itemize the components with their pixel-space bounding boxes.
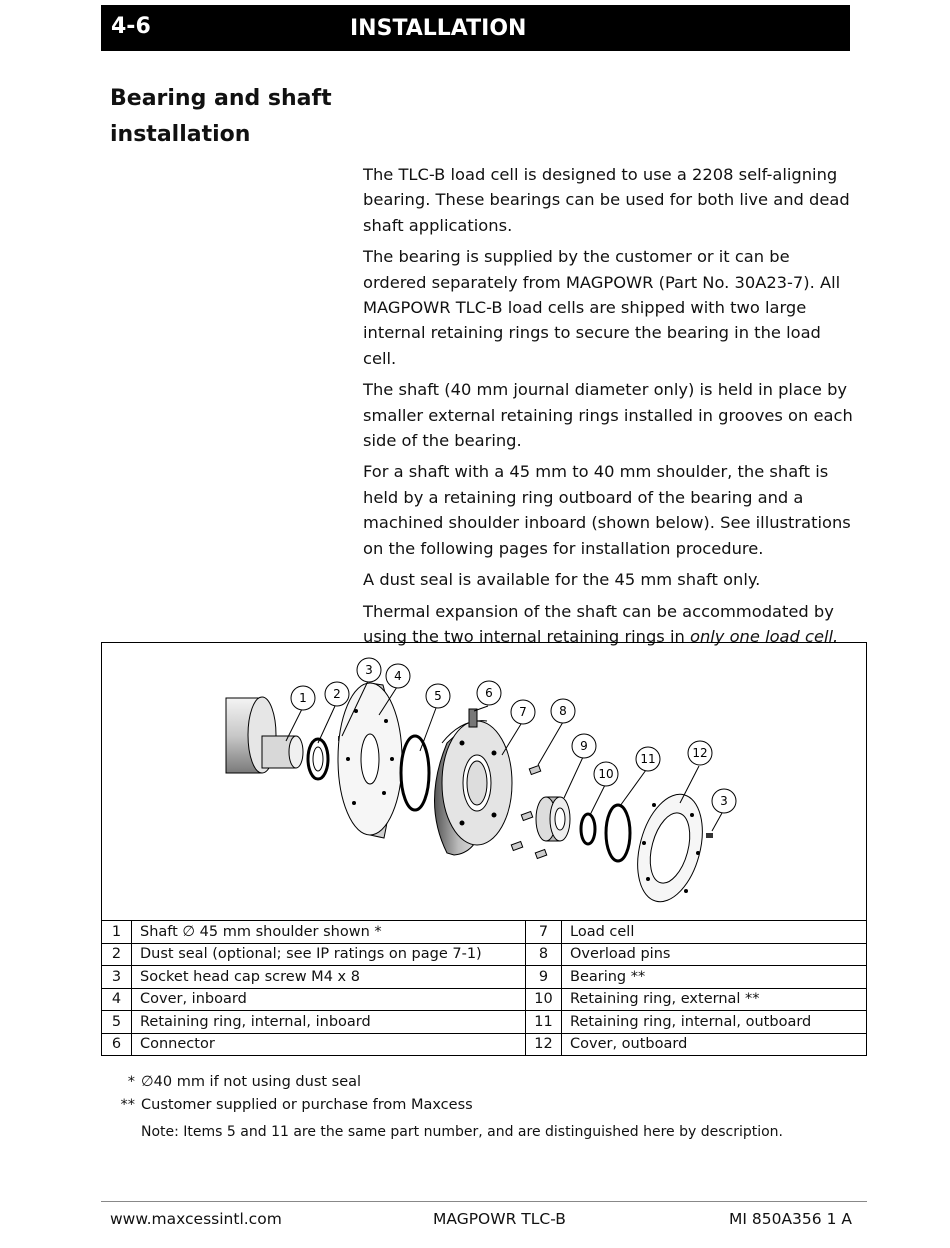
paragraph: The shaft (40 mm journal diameter only) is held in place by smaller external retaining rings installed in grooves on each side of the bearing.	[363, 380, 853, 451]
section-title: Bearing and shaft installation	[110, 86, 332, 147]
callout	[594, 762, 618, 786]
callout-label: 12	[692, 746, 708, 760]
part-description: Shaft ∅ 45 mm shoulder shown *	[132, 921, 526, 944]
part-number: 7	[526, 921, 562, 944]
callout	[636, 747, 660, 771]
callout	[712, 789, 736, 813]
part-description: Dust seal (optional; see IP ratings on page 7-1)	[132, 943, 526, 966]
retaining-ring-inboard-part	[401, 736, 429, 810]
callout-label: 10	[598, 767, 614, 781]
part-number: 8	[526, 943, 562, 966]
callout	[386, 664, 410, 688]
callout	[357, 658, 381, 682]
callout-label: 8	[559, 704, 567, 718]
inboard-cover-part	[338, 683, 402, 838]
exploded-view-drawing	[102, 643, 868, 921]
callout-label: 2	[333, 687, 341, 701]
dust-seal-part	[308, 739, 328, 779]
footnote-text: Customer supplied or purchase from Maxcess	[141, 1097, 473, 1113]
callout-label: 7	[519, 705, 527, 719]
callout	[325, 682, 349, 706]
callout	[551, 699, 575, 723]
part-number: 5	[102, 1011, 132, 1034]
table-row	[102, 966, 867, 989]
part-number: 4	[102, 988, 132, 1011]
screw-part	[706, 833, 713, 838]
footnote-mark: **	[120, 1097, 135, 1113]
part-description: Bearing **	[562, 966, 867, 989]
part-description: Load cell	[562, 921, 867, 944]
part-description: Retaining ring, internal, outboard	[562, 1011, 867, 1034]
retaining-ring-outboard-part	[606, 805, 630, 861]
callout-label: 1	[299, 691, 307, 705]
table-row	[102, 921, 867, 944]
callout-label: 5	[434, 689, 442, 703]
body-text	[363, 162, 858, 655]
part-description: Cover, outboard	[562, 1033, 867, 1056]
part-number: 10	[526, 988, 562, 1011]
part-description: Retaining ring, internal, inboard	[132, 1011, 526, 1034]
paragraph-emphasis: only one load cell.	[689, 626, 839, 646]
note: Note: Items 5 and 11 are the same part number, and are distinguished here by description.	[141, 1124, 784, 1140]
part-number: 9	[526, 966, 562, 989]
callout	[572, 734, 596, 758]
part-description: Overload pins	[562, 943, 867, 966]
part-number: 12	[526, 1033, 562, 1056]
part-description: Retaining ring, external **	[562, 988, 867, 1011]
table-row	[102, 1033, 867, 1056]
header-title: INSTALLATION	[350, 16, 527, 41]
callout	[291, 686, 315, 710]
callout-label: 3	[365, 663, 373, 677]
footer-website: www.maxcessintl.com	[110, 1210, 282, 1228]
part-description: Socket head cap screw M4 x 8	[132, 966, 526, 989]
paragraph: The bearing is supplied by the customer or it can be ordered separately from MAGPOWR (Part No. 30A23-7). All MAGPOWR TLC-B load cells are shipped with two large internal retaining rings to secure the bearing in the load cell.	[363, 247, 841, 368]
callout-label: 6	[485, 686, 493, 700]
callout-label: 4	[394, 669, 402, 683]
part-number: 3	[102, 966, 132, 989]
retaining-ring-external-part	[581, 814, 595, 844]
connector-part	[469, 709, 477, 727]
callout-label: 11	[640, 752, 656, 766]
bearing-part	[536, 797, 570, 841]
callout	[511, 700, 535, 724]
page-number: 4-6	[111, 14, 151, 39]
part-number: 1	[102, 921, 132, 944]
callout	[688, 741, 712, 765]
part-description: Cover, inboard	[132, 988, 526, 1011]
part-number: 2	[102, 943, 132, 966]
part-number: 11	[526, 1011, 562, 1034]
callout-label: 3	[720, 794, 728, 808]
parts-table	[101, 920, 867, 1056]
footer-product: MAGPOWR TLC-B	[433, 1210, 566, 1228]
table-row	[102, 988, 867, 1011]
table-row	[102, 1011, 867, 1034]
footer-doc-number: MI 850A356 1 A	[729, 1210, 852, 1228]
outboard-cover-part	[627, 787, 713, 909]
part-description: Connector	[132, 1033, 526, 1056]
shaft-part	[226, 697, 303, 773]
paragraph: A dust seal is available for the 45 mm shaft only.	[363, 570, 761, 590]
callout	[477, 681, 501, 705]
callout	[426, 684, 450, 708]
callout-label: 9	[580, 739, 588, 753]
exploded-view-figure	[101, 642, 867, 920]
load-cell-part	[435, 709, 513, 855]
paragraph: The TLC-B load cell is designed to use a 2208 self-aligning bearing. These bearings can be used for both live and dead shaft applications.	[363, 165, 850, 235]
page-header	[101, 5, 850, 51]
paragraph: For a shaft with a 45 mm to 40 mm shoulder, the shaft is held by a retaining ring outboard of the bearing and a machined shoulder inboard (shown below). See illustrations on the following pages for installation procedure.	[363, 462, 851, 558]
footnote-text: ∅40 mm if not using dust seal	[141, 1074, 362, 1090]
footnote-mark: *	[127, 1074, 135, 1090]
paragraph-text: Thermal expansion of the shaft can be accommodated by using the two internal retaining rings in	[363, 601, 834, 646]
table-row	[102, 943, 867, 966]
footer-divider	[101, 1201, 867, 1202]
part-number: 6	[102, 1033, 132, 1056]
